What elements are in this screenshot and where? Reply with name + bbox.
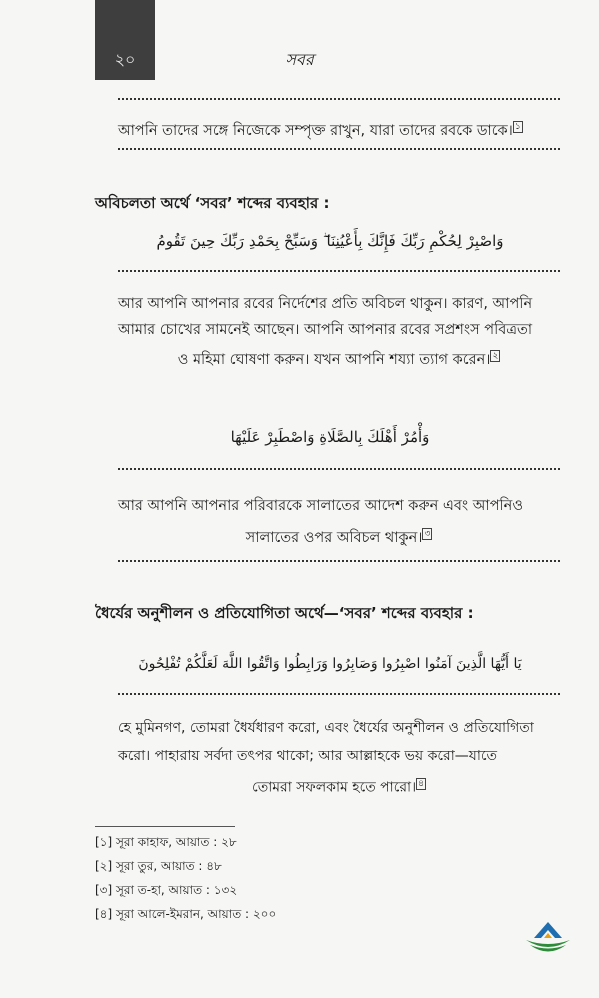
translation-line: সালাতের ওপর অবিচল থাকুন।: [245, 529, 423, 546]
verse-translation-1: [118, 291, 560, 373]
footnote-4: [৪] সূরা আলে-ইমরান, আয়াত : ২০০: [95, 907, 277, 921]
translation-line: হে মুমিনগণ, তোমরা ধৈর্যধারণ করো, এবং ধৈর্যের অনুশীলন ও প্রতিযোগিতা: [118, 720, 534, 736]
dotted-divider: [118, 468, 560, 470]
footnote-rule: [95, 826, 235, 827]
translation-line: করো। পাহারায় সর্বদা তৎপর থাকো; আর আল্লাহকে ভয় করো—যাতে: [118, 748, 498, 764]
page-number: ২০: [114, 50, 136, 69]
quote-translation-1: [118, 117, 560, 141]
footnote-1: [১] সূরা কাহাফ, আয়াত : ২৮: [95, 835, 237, 849]
translation-text: আপনি তাদের সঙ্গে নিজেকে সম্পৃক্ত রাখুন, যারা তাদের রবকে ডাকে।: [118, 122, 513, 139]
arabic-verse-2: وَأْمُرْ أَهْلَكَ بِالصَّلَاةِ وَاصْطَبِرْ عَلَيْهَا: [230, 428, 430, 446]
arabic-verse-3: يَا أَيُّهَا الَّذِينَ آمَنُوا اصْبِرُوا وَصَابِرُوا وَرَابِطُوا وَاتَّقُوا اللَّهَ لَعَلَّكُمْ تُفْلِحُونَ: [138, 656, 522, 672]
arabic-verse-1: وَاصْبِرْ لِحُكْمِ رَبِّكَ فَإِنَّكَ بِأَعْيُنِنَا ۖ وَسَبِّحْ بِحَمْدِ رَبِّكَ حِينَ تَقُومُ: [156, 232, 504, 250]
translation-line: ও মহিমা ঘোষণা করুন। যখন আপনি শয্যা ত্যাগ করেন।: [177, 351, 491, 368]
running-title: সবর: [285, 50, 314, 69]
publisher-logo-icon: [522, 918, 574, 956]
dotted-divider: [118, 148, 560, 150]
footnote-2: [২] সূরা তুর, আয়াত : ৪৮: [95, 859, 222, 873]
footnote-marker: ১: [514, 122, 521, 132]
footnote-marker: ২: [492, 351, 499, 361]
dotted-divider: [118, 98, 560, 100]
translation-line: আমার চোখের সামনেই আছেন। আপনি আপনার রবের সপ্রশংস পবিত্রতা: [118, 322, 533, 338]
dotted-divider: [118, 693, 560, 695]
footnote-3: [৩] সূরা ত-হা, আয়াত : ১৩২: [95, 883, 238, 897]
dotted-divider: [118, 270, 560, 272]
section-heading-1: অবিচলতা অর্থে ‘সবর’ শব্দের ব্যবহার :: [95, 194, 330, 212]
verse-translation-2: [118, 492, 560, 552]
section-heading-2: ধৈর্যের অনুশীলন ও প্রতিযোগিতা অর্থে—‘সবর’ শব্দের ব্যবহার :: [95, 604, 474, 622]
verse-translation-3: [118, 714, 560, 802]
translation-line: আর আপনি আপনার পরিবারকে সালাতের আদেশ করুন এবং আপনিও: [118, 498, 524, 514]
translation-line: আর আপনি আপনার রবের নির্দেশের প্রতি অবিচল থাকুন। কারণ, আপনি: [118, 296, 533, 312]
dotted-divider: [118, 560, 560, 562]
footnote-marker: ৪: [418, 779, 424, 789]
footnote-marker: ৩: [424, 529, 431, 539]
translation-line: তোমরা সফলকাম হতে পারো।: [252, 779, 417, 796]
